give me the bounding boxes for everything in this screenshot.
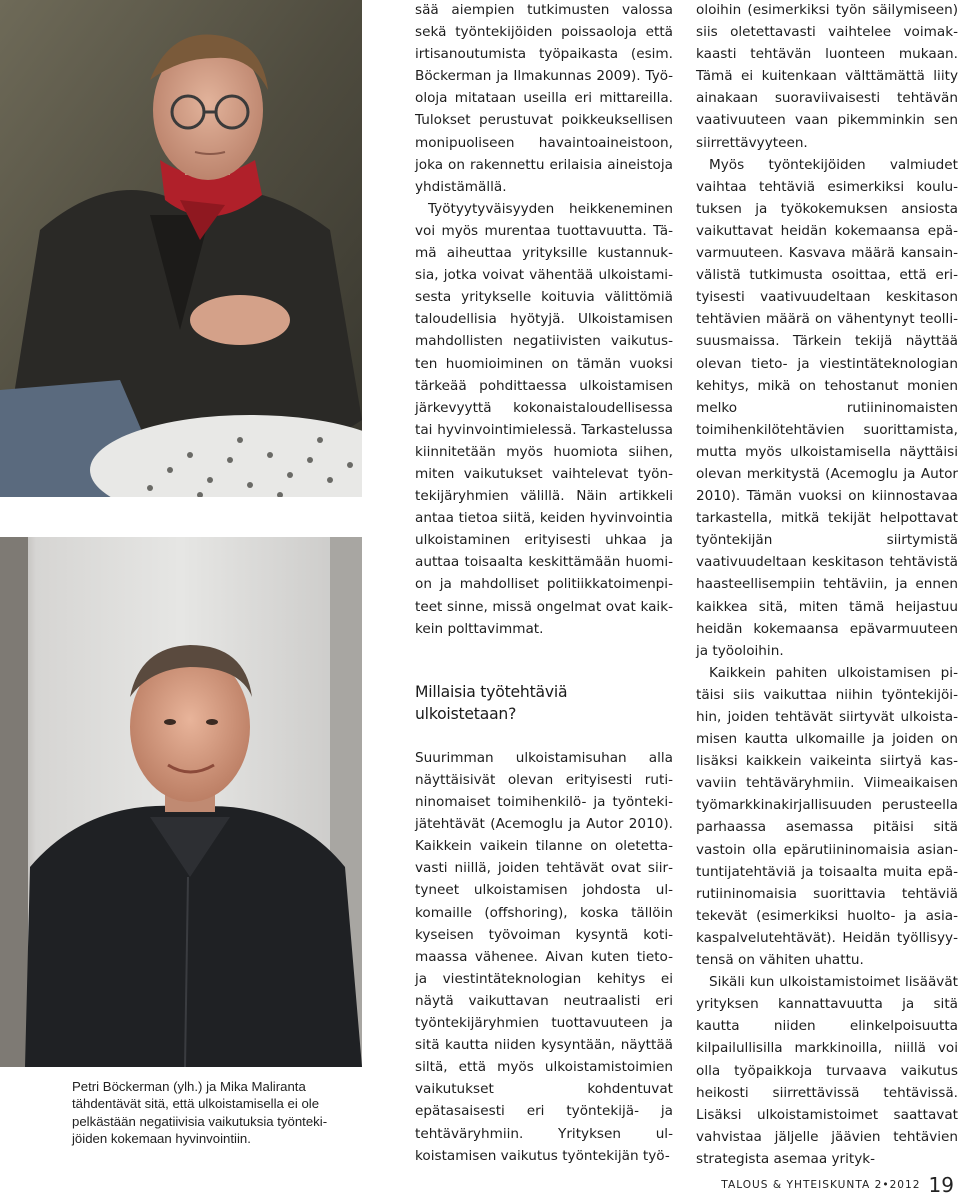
paragraph: oloihin (esimerkiksi työn säilymiseen) siis oletettavasti vaihtelee voimakkaasti tehtävän luonteen mukaan. Tämä ei kuitenkaan välttämättä liity ainakaan suoraviivaisesti tehtävän vaativuuteen vaan pikemminkin sen siirrettävyyteen. bbox=[696, 2, 958, 151]
photo-caption: Petri Böckerman (ylh.) ja Mika Maliranta tähdentävät sitä, että ulkoistamisella ei ole pelkästään negatiivisia vaikutuksia työntekijöiden kokemaan hyvinvointiin. bbox=[72, 1079, 328, 1147]
paragraph: Sikäli kun ulkoistamistoimet lisäävät yrityksen kannattavuutta ja sitä kautta niiden elinkelpoisuutta kilpailullisilla markkinoilla, niillä voi olla työpaikkoja turvaava vaikutus heikosti siirrettävissä tehtävissä. Lisäksi ulkoistamistoimet saattavat vahvistaa jäljelle jäävien tehtävien strategista asemaa yrityk- bbox=[696, 974, 958, 1167]
page-number: 19 bbox=[928, 1173, 954, 1197]
paragraph: Suurimman ulkoistamisuhan alla näyttäisivät olevan erityisesti rutininomaiset toimihenkilö- ja työntekijätehtävät (Acemoglu ja Autor 2010). Kaikkein vaikein tilanne on oletettavasti niillä, joiden tehtävät ovat siirtyneet ulkoistamisen johdosta ulkomaille (offshoring), koska tällöin kyseisen työvoiman kysyntä kotimaassa vähenee. Aivan kuten tieto- ja viestintäteknologian kehitys ei näytä vaikuttavan neutraalisti eri työntekijäryhmien tuottavuuteen ja sitä kautta niiden kysyntään, näyttää siltä, että myös ulkoistamistoimien vaikutukset kohdentuvat epätasaisesti eri työntekijä- ja tehtäväryhmiin. Yrityksen ulkoistamisen vaikutus työntekijän työ- bbox=[415, 749, 673, 1164]
text-column-2 bbox=[415, 0, 673, 1167]
publication-name: TALOUS & YHTEISKUNTA 2•2012 bbox=[721, 1179, 921, 1191]
page-footer bbox=[721, 1173, 954, 1197]
text-column-3 bbox=[696, 0, 958, 1170]
paragraph: Työtyytyväisyyden heikkeneminen voi myös murentaa tuottavuutta. Tämä aiheuttaa yrityksille kustannuksia, jotka voivat vähentää ulkoistamisesta yritykselle koituvia välittömiä taloudellisia hyötyjä. Ulkoistamisen mahdollisten negatiivisten vaikutusten huomioiminen on tämän vuoksi tärkeää pohdittaessa ulkoistamisen järkevyyttä kokonaistaloudellisessa tai hyvinvointimielessä. Tarkastelussa kiinnitetään myös huomiota siihen, miten vaikutukset vaihtelevat työntekijäryhmien välillä. Näin artikkeli antaa tietoa siitä, keiden hyvinvointia ulkoistaminen erityisesti uhkaa ja auttaa toisaalta keskittämään huomion ja mahdolliset politiikkatoimenpiteet sinne, missä ongelmat ovat kaikkein polttavimmat. bbox=[415, 200, 673, 637]
paragraph: sää aiempien tutkimusten valossa sekä työntekijöiden poissaoloja että irtisanoutumista työpaikasta (esim. Böckerman ja Ilmakunnas 2009). Työoloja mitataan useilla eri mittareilla. Tulokset perustuvat poikkeuksellisen monipuoliseen havaintoaineistoon, joka on rakennettu erilaisia aineistoja yhdistämällä. bbox=[415, 2, 673, 195]
photo-petri-bockerman bbox=[0, 0, 362, 497]
paragraph: Kaikkein pahiten ulkoistamisen pitäisi siis vaikuttaa niihin työntekijöihin, joiden tehtävät siirtyvät ulkoistamisen kautta ulkomaille ja joiden on lisäksi kaikkein vaikeinta siirtyä kasvaviin tehtäväryhmiin. Viimeaikaisen työmarkkinakirjallisuuden perusteella parhaassa asemassa pitäisi sitä vastoin olla epärutiininomaisia asiantuntijatehtäviä ja toisaalta muita epärutiininomaisia suorittavia tehtäviä tekevät (esimerkiksi huolto- ja asiakaspalvelutehtävät). Heidän työllisyytensä on vähiten uhattu. bbox=[696, 664, 958, 969]
paragraph: Myös työntekijöiden valmiudet vaihtaa tehtäviä esimerkiksi koulutuksen ja työkokemuksen ansiosta vaikuttavat heidän kokemaansa epävarmuuteen. Kasvava määrä kansainvälistä tutkimusta osoittaa, että erityisesti vaativuudeltaan keskitason tehtävien määrä on vähentynyt teollisuusmaissa. Tärkein tekijä näyttää olevan tieto- ja viestintäteknologian kehitys, mikä on tehostanut monien melko rutiininomaisten toimihenkilötehtävien suorittamista, mutta myös ulkoistamisella näyttäisi olevan merkitystä (Acemoglu ja Autor 2010). Tämän vuoksi on kiinnostavaa tarkastella, mitkä tekijät helpottavat työntekijän siirtymistä vaativuudeltaan keskitason tehtävistä haasteellisempiin tehtäviin, ja ennen kaikkea sitä, miten tämä heijastuu heidän kokemaansa epävarmuuteen ja työoloihin. bbox=[696, 156, 958, 659]
section-heading: Millaisia työtehtäviä ulkoistetaan? bbox=[415, 682, 568, 723]
photo-mika-maliranta bbox=[0, 537, 362, 1067]
